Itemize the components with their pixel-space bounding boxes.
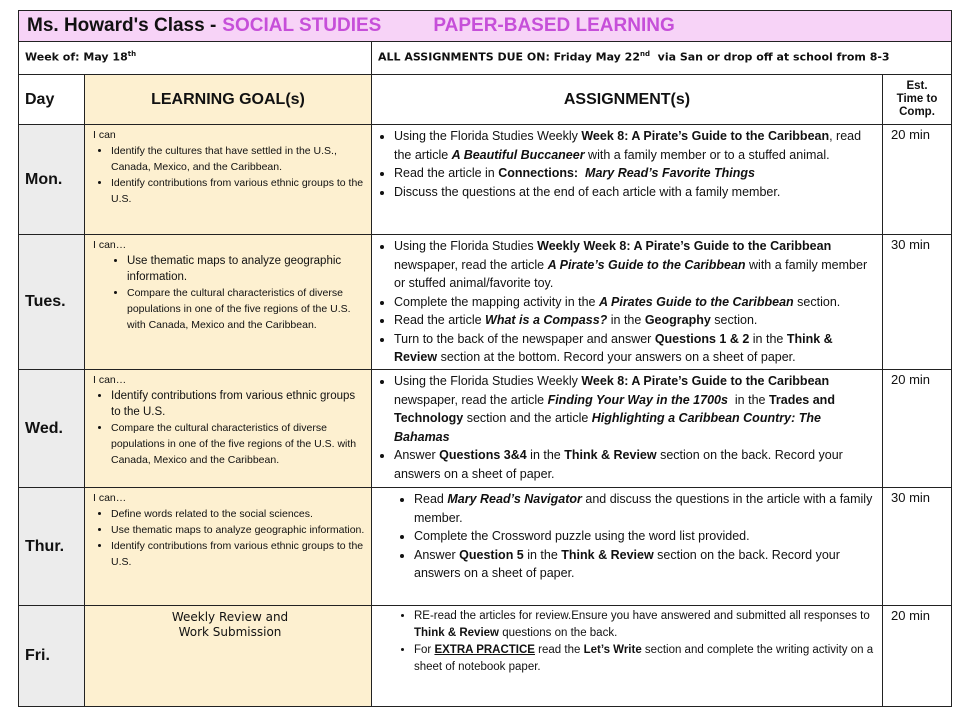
time-tuesday: 30 min bbox=[883, 235, 951, 370]
day-wednesday: Wed. bbox=[19, 370, 85, 488]
class-name: Ms. Howard's Class - bbox=[27, 15, 217, 36]
goals-monday: I can • Identify the cultures that have settled in the U.S., Canada, Mexico, and the Caribbean. • Identify contributions from various ethnic groups to the U.S. bbox=[85, 125, 372, 235]
assignment-item: • For EXTRA PRACTICE read the Let’s Write section and complete the writing activity on a sheet of notebook paper. bbox=[414, 642, 876, 676]
goal-item: • Identify the cultures that have settled in the U.S., Canada, Mexico, and the Caribbean. bbox=[111, 143, 367, 175]
goal-item: • Identify contributions from various ethnic groups to the U.S. bbox=[111, 175, 367, 207]
assignment-item: • Read the article What is a Compass? in the Geography section. bbox=[394, 311, 876, 330]
assignments-thursday bbox=[372, 488, 883, 606]
assignment-item: • Read the article in Connections: Mary Read’s Favorite Things bbox=[394, 164, 876, 183]
assignment-item: • Read Mary Read’s Navigator and discuss the questions in the article with a family member. bbox=[414, 490, 876, 527]
assignments-monday bbox=[372, 125, 883, 235]
col-header-day: Day bbox=[19, 75, 85, 125]
assignment-item: • RE-read the articles for review.Ensure you have answered and submitted all responses to Think & Review questions on the back. bbox=[414, 608, 876, 642]
assignments-wednesday bbox=[372, 370, 883, 488]
goal-item: • Use thematic maps to analyze geographic information. bbox=[111, 522, 367, 538]
time-monday: 20 min bbox=[883, 125, 951, 235]
subject-title: SOCIAL STUDIES bbox=[222, 15, 382, 36]
time-thursday: 30 min bbox=[883, 488, 951, 606]
day-thursday: Thur. bbox=[19, 488, 85, 606]
goal-item: • Identify contributions from various ethnic groups to the U.S. bbox=[111, 538, 367, 570]
goal-item: • Define words related to the social sciences. bbox=[111, 506, 367, 522]
day-friday: Fri. bbox=[19, 606, 85, 706]
assignment-item: • Answer Question 5 in the Think & Review section on the back. Record your answers on a sheet of paper. bbox=[414, 546, 876, 583]
learning-mode: PAPER-BASED LEARNING bbox=[433, 15, 675, 36]
assignment-item: • Turn to the back of the newspaper and answer Questions 1 & 2 in the Think & Review section at the bottom. Record your answers on a sheet of paper. bbox=[394, 330, 876, 367]
assignments-friday bbox=[372, 606, 883, 706]
title-bar bbox=[19, 11, 951, 42]
assignment-item: • Using the Florida Studies Weekly Week 8: A Pirate’s Guide to the Caribbean, read the article A Beautiful Buccaneer with a family member or to a stuffed animal. bbox=[394, 127, 876, 164]
goal-item: • Identify contributions from various ethnic groups to the U.S. bbox=[111, 388, 367, 420]
time-friday: 20 min bbox=[891, 608, 931, 623]
col-header-assignment: ASSIGNMENT(s) bbox=[372, 75, 883, 125]
col-header-time: Est. Time to Comp. bbox=[883, 75, 951, 125]
time-wednesday: 20 min bbox=[883, 370, 951, 488]
day-tuesday: Tues. bbox=[19, 235, 85, 370]
schedule-grid bbox=[19, 75, 951, 706]
goals-friday: Weekly Review and Work Submission bbox=[85, 606, 372, 706]
week-of: Week of: May 18th bbox=[19, 42, 372, 74]
lesson-plan-table bbox=[18, 10, 952, 707]
assignment-item: • Answer Questions 3&4 in the Think & Review section on the back. Record your answers on a sheet of paper. bbox=[394, 446, 876, 483]
assignments-tuesday bbox=[372, 235, 883, 370]
goals-tuesday: I can… • Use thematic maps to analyze geographic information. • Compare the cultural characteristics of diverse populations in one of the five regions of the U.S. with Canada, Mexico and the Caribbean. bbox=[85, 235, 372, 370]
due-date: ALL ASSIGNMENTS DUE ON: Friday May 22nd via San or drop off at school from 8-3 bbox=[378, 50, 890, 64]
goal-item: • Use thematic maps to analyze geographic information. bbox=[127, 253, 367, 285]
goals-wednesday: I can… • Identify contributions from various ethnic groups to the U.S. • Compare the cultural characteristics of diverse populations in one of the five regions of the U.S. with Canada, Mexico and the Caribbean. bbox=[85, 370, 372, 488]
assignment-item: • Complete the Crossword puzzle using the word list provided. bbox=[414, 527, 876, 546]
col-header-goal: LEARNING GOAL(s) bbox=[85, 75, 372, 125]
assignment-item: • Complete the mapping activity in the A Pirates Guide to the Caribbean section. bbox=[394, 293, 876, 312]
assignment-item: • Using the Florida Studies Weekly Week 8: A Pirate’s Guide to the Caribbean newspaper, read the article A Pirate’s Guide to the Caribbean with a family member or stuffed animal/favorite toy. bbox=[394, 237, 876, 293]
week-info-row bbox=[19, 42, 951, 75]
day-monday: Mon. bbox=[19, 125, 85, 235]
assignment-item: • Discuss the questions at the end of each article with a family member. bbox=[394, 183, 876, 202]
goal-item: • Compare the cultural characteristics of diverse populations in one of the five regions of the U.S. with Canada, Mexico and the Caribbean. bbox=[111, 420, 367, 468]
goals-thursday: I can… • Define words related to the social sciences. • Use thematic maps to analyze geographic information. • Identify contributions from various ethnic groups to the U.S. bbox=[85, 488, 372, 606]
assignment-item: • Using the Florida Studies Weekly Week 8: A Pirate’s Guide to the Caribbean newspaper, read the article Finding Your Way in the 1700s in the Trades and Technology section and the article Highlighting a Caribbean Country: The Bahamas bbox=[394, 372, 876, 446]
goal-item: • Compare the cultural characteristics of diverse populations in one of the five regions of the U.S. with Canada, Mexico and the Caribbean. bbox=[127, 285, 367, 333]
